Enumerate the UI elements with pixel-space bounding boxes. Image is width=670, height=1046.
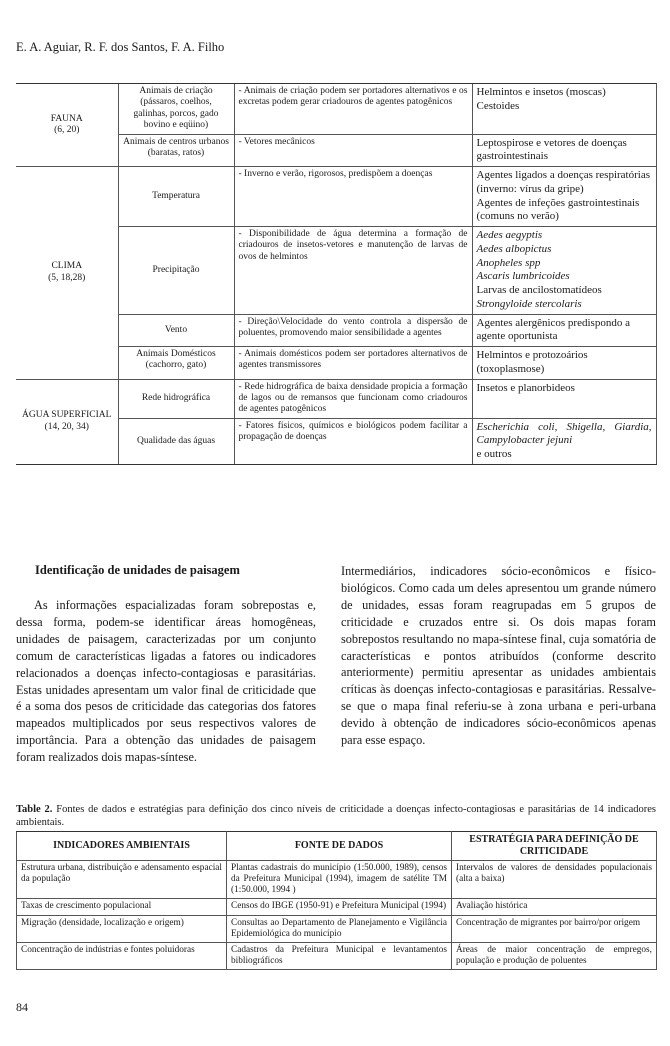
table-cell: Consultas ao Departamento de Planejamento e Vigilância Epidemiológica do município xyxy=(227,915,452,942)
table-cell: Áreas de maior concentração de empregos, população e produção de poluentes xyxy=(452,942,657,969)
table-row xyxy=(17,861,657,899)
table-header-row xyxy=(17,832,657,861)
caption-label: Table 2. xyxy=(16,804,53,815)
category-cell xyxy=(16,379,118,464)
agent-item: Agentes ligados a doenças respiratórias (inverno: vírus da gripe) xyxy=(476,169,650,195)
factor-cell: Animais Domésticos (cachorro, gato) xyxy=(118,347,234,380)
agents-cell xyxy=(472,167,656,227)
description-cell: - Inverno e verão, rigorosos, predispõem a doenças xyxy=(234,167,472,227)
table-2-caption xyxy=(16,803,656,829)
agent-item: Insetos e planorbideos xyxy=(476,381,575,394)
right-column xyxy=(341,563,656,749)
category-refs: (6, 20) xyxy=(54,125,80,136)
table-cell: Avaliação histórica xyxy=(452,899,657,915)
factor-cell: Animais de criação (pássaros, coelhos, galinhas, porcos, gado bovino e eqüino) xyxy=(118,84,234,135)
agent-item: e outros xyxy=(476,448,512,461)
description-cell: - Vetores mecânicos xyxy=(234,134,472,167)
description-cell: - Rede hidrográfica de baixa densidade propicia a formação de lagos ou de remansos que funcionam como criadouros de agentes patogênicos xyxy=(234,379,472,418)
description-cell: - Disponibilidade de água determina a formação de criadouros de insetos-vetores e manutenção de larvas de ovos de helmintos xyxy=(234,227,472,315)
body-paragraph: Intermediários, indicadores sócio-econômicos e físico-biológicos. Como cada um deles apresentou um grande número de unidades, essas foram reagrupadas em 5 grupos de criticidade e cruzados entre si. Os dois mapas foram sobrepostos resultando no mapa-síntese final, cuja somatória de características e pontos atribuídos (conforme descrito anteriormente) permitiu apresentar as unidades ambientais críticas às doenças infecto-contagiosas e parasitárias. Ressalve-se que o mapa final referiu-se à zona urbana e peri-urbana devido à obtenção de indicadores sócio-econômicos apenas para esse espaço. xyxy=(341,564,656,748)
agents-cell xyxy=(472,418,656,464)
section-title: Identificação de unidades de paisagem xyxy=(35,563,240,577)
category-label: CLIMA xyxy=(51,261,83,272)
agent-item: Agentes de infeções gastrointestinais (comuns no verão) xyxy=(476,196,640,223)
column-header: ESTRATÉGIA PARA DEFINIÇÃO DE CRITICIDADE xyxy=(452,832,657,861)
agent-item: Helmintos e protozoários (toxoplasmose) xyxy=(476,349,588,375)
table-cell: Migração (densidade, localização e origem) xyxy=(17,915,227,942)
factor-cell: Animais de centros urbanos (baratas, ratos) xyxy=(118,134,234,167)
factor-cell: Rede hidrográfica xyxy=(118,379,234,418)
agent-item: Aedes albopictus xyxy=(476,242,552,255)
table-cell: Cadastros da Prefeitura Municipal e levantamentos bibliográficos xyxy=(227,942,452,969)
agent-item: Leptospirose e vetores de doenças gastrointestinais xyxy=(476,136,627,163)
table-cell: Intervalos de valores de densidades populacionais (alta a baixa) xyxy=(452,861,657,899)
page-number: 84 xyxy=(16,1000,28,1014)
description-cell: - Animais de criação podem ser portadores alternativos e os excretas podem gerar criadouros de agentes patogênicos xyxy=(234,84,472,135)
table-cell: Plantas cadastrais do município (1:50.000, 1989), censos da Prefeitura Municipal (1994), imagem de satélite TM (1:50.000, 1994 ) xyxy=(227,861,452,899)
table-cell: Estrutura urbana, distribuição e adensamento espacial da população xyxy=(17,861,227,899)
column-header: INDICADORES AMBIENTAIS xyxy=(17,832,227,861)
description-cell: - Fatores físicos, químicos e biológicos podem facilitar a propagação de doenças xyxy=(234,418,472,464)
table-row xyxy=(16,84,656,135)
table-row xyxy=(17,942,657,969)
agent-item: Agentes alergênicos predispondo a agente oportunista xyxy=(476,316,630,343)
category-refs: (5, 18,28) xyxy=(48,272,86,283)
agents-cell xyxy=(472,227,656,315)
table-1 xyxy=(16,83,657,465)
factor-cell: Qualidade das águas xyxy=(118,418,234,464)
table-cell: Censos do IBGE (1950-91) e Prefeitura Municipal (1994) xyxy=(227,899,452,915)
table-cell: Taxas de crescimento populacional xyxy=(17,899,227,915)
agent-item: Aedes aegyptis xyxy=(476,229,543,242)
table-cell: Concentração de migrantes por bairro/por origem xyxy=(452,915,657,942)
description-cell: - Animais domésticos podem ser portadores alternativos de agentes transmissores xyxy=(234,347,472,380)
factor-cell: Vento xyxy=(118,314,234,347)
agent-item: Anopheles spp xyxy=(476,256,541,269)
table-row xyxy=(16,167,656,227)
table-2 xyxy=(16,831,657,970)
agents-cell xyxy=(472,84,656,135)
agent-item: Ascaris lumbricoides xyxy=(476,270,570,283)
column-header: FONTE DE DADOS xyxy=(227,832,452,861)
description-cell: - Direção\Velocidade do vento controla a dispersão de poluentes, promovendo maior sensibilidade a agentes xyxy=(234,314,472,347)
agent-item: Escherichia coli, Shigella, Giardia, Campylobacter jejuni xyxy=(476,420,652,447)
factor-cell: Temperatura xyxy=(118,167,234,227)
table-row xyxy=(17,915,657,942)
caption-text: Fontes de dados e estratégias para definição dos cinco níveis de criticidade a doenças infecto-contagiosas e parasitárias de 14 indicadores ambientais. xyxy=(16,804,656,828)
body-paragraph: As informações espacializadas foram sobrepostas e, dessa forma, podem-se identificar áreas homogêneas, unidades de paisagem, caracterizadas por um conjunto comum de características ligadas a fatores ou indicadores relacionados a doenças infecto-contagiosas e parasitárias. Estas unidades apresentam um valor final de criticidade que é a soma dos pesos de criticidade das categorias dos fatores mapeados multiplicados por seus respectivos valores de importância. Para a obtenção das unidades de paisagem foram realizados dois mapas-síntese. xyxy=(16,598,316,765)
category-label: ÁGUA SUPERFICIAL xyxy=(22,410,112,421)
agents-cell xyxy=(472,134,656,167)
running-header: E. A. Aguiar, R. F. dos Santos, F. A. Filho xyxy=(16,40,225,54)
category-cell xyxy=(16,167,118,380)
category-cell xyxy=(16,84,118,167)
table-row xyxy=(17,899,657,915)
agents-cell xyxy=(472,347,656,380)
agents-cell xyxy=(472,314,656,347)
agent-item: Helmintos e insetos (moscas) xyxy=(476,86,606,98)
category-refs: (14, 20, 34) xyxy=(44,421,89,432)
table-cell: Concentração de indústrias e fontes poluidoras xyxy=(17,942,227,969)
agent-item: Strongyloide stercolaris xyxy=(476,297,582,310)
agents-cell xyxy=(472,379,656,418)
table-row xyxy=(16,379,656,418)
left-column xyxy=(16,597,316,766)
agent-item: Larvas de ancilostomatídeos xyxy=(476,284,602,297)
factor-cell: Precipitação xyxy=(118,227,234,315)
agent-item: Cestoides xyxy=(476,99,520,112)
category-label: FAUNA xyxy=(50,113,83,124)
